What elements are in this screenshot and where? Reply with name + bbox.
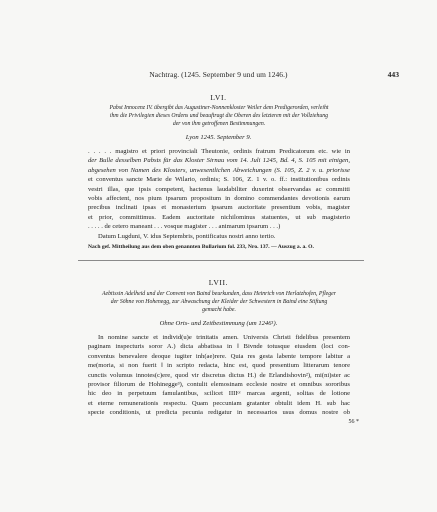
dateline: Ohne Orts- und Zeitbestimmung (um 1246¹). — [159, 320, 278, 327]
signature-mark: 56 * — [348, 419, 359, 425]
body-line: conventus benevalere deoque iugiter inh(ae)rere. Quia res gesta labente tempore labitur a — [88, 352, 350, 360]
body-line: abgesehen von Namen des Klosters, unwesentlichen Abweichungen (S. 105, Z. 2 v. u. priorisse — [88, 166, 350, 174]
body-line: provisor filiorum de Hohinegge³), contulit elemosinam ecclesie nostre et omnibus sororibus — [88, 381, 350, 389]
body-line: paginam inspecturis soror A.) dicta abbatissa in ‖ Bivnde totusque eiusdem (loci con- — [88, 343, 350, 351]
page-header — [0, 70, 437, 84]
running-head: Nachtrag. (1245. September 9 und um 1246.) — [149, 70, 288, 79]
dateline: Lyon 1245. September 9. — [185, 134, 252, 141]
document-number: LVI. — [210, 93, 227, 102]
body-line: et eterne remunerationis respectu. Quam peccuniam gratanter obtulit idem H. sub hac — [88, 399, 350, 407]
document-body — [88, 147, 350, 241]
document-number: LVII. — [208, 278, 229, 287]
body-line: cunctis volumus innotes(c)ere, quod vir discretus dictus H.) de Erlandishovin²), mi(ni)ster ac — [88, 371, 350, 379]
body-line: vestri illas, que ipsis competent, hactenus laudabiliter duxerint observandas ac committi — [88, 185, 350, 193]
summary-line: Aebtissin Adelheid und der Convent von Baind beurkunden, dass Heinrich von Herlatzhofen, Pfleger — [102, 291, 336, 297]
document-body — [88, 333, 350, 418]
body-line: precibus inclinati ipsas et monasterium ipsarum auctoritate presentium vobis, magister — [88, 204, 350, 212]
summary-line: der von ihm getroffenen Bestimmungen. — [172, 121, 266, 128]
body-line: hic deo in perpetuum famulantibus, scilicet IIIIᵒʳ marcas argenti, solitas de lotione — [88, 390, 350, 398]
summary-line: gemacht habe. — [202, 307, 236, 314]
body-line: et conventus sancte Marie de Wilario, ordinis; S. 106, Z. 1 v. o. ff.: institutionibus ordinis — [88, 176, 350, 184]
source-note: Nach gef. Mittheilung aus dem oben genannten Bullarium fol. 233, Nro. 137. — Auszug a. a. O. — [88, 244, 314, 250]
body-text: . . . . . magistro et priori provinciali Theutonie, ordinis fratrum Predicatorum etc. wie in — [88, 148, 350, 155]
body-line: et prior, committimus. Eadem auctoritate nichilominus statuentes, ut sub magisterio — [88, 213, 350, 221]
document-summary — [88, 104, 350, 129]
page-number: 443 — [387, 70, 399, 79]
summary-line: der Söhne von Hohenegg, zur Abwaschung der Kleider der Schwestern in Baind eine Stiftung — [110, 299, 328, 306]
body-line: . . . . . de cetero maneant . . . vosque magister . . . animarum ipsarum . . .) — [88, 223, 281, 231]
summary-line: ihm die Privilegien dieses Ordens und beauftragt die Oberen des letzteren mit der Vollziehung — [109, 113, 329, 120]
body-line: specie conditionis, ut predicta pecunia redigatur in necessarios usus domus nostre ob — [88, 409, 350, 417]
summary-line: Pabst Innocenz IV. übergibt das Augustiner-Nonnenkloster Weiler dem Predigerorden, verleiht — [109, 105, 329, 111]
document-summary — [88, 290, 350, 315]
body-line: vobis affectent, nos pium ipsarum propositum in domino commendantes devotionis earum — [88, 195, 350, 203]
body-line: Datum Lugduni, V. idus Septembris, pontificatus nostri anno tertio. — [98, 232, 276, 240]
body-line: der Bulle desselben Pabsts für das Kloster Sirnau vom 14. Juli 1245, Bd. 4, S. 105 mit einigen, — [88, 157, 350, 165]
body-line — [88, 147, 350, 156]
body-line: me(moria, si non fuerit ‖ in scripto redacta, hinc est, quod presentium litterarum tenore — [88, 362, 350, 370]
section-divider — [78, 260, 364, 261]
body-line: In nomine sancte et individ(u)e trinitatis amen. Universis Christi fidelibus presentem — [98, 334, 350, 341]
